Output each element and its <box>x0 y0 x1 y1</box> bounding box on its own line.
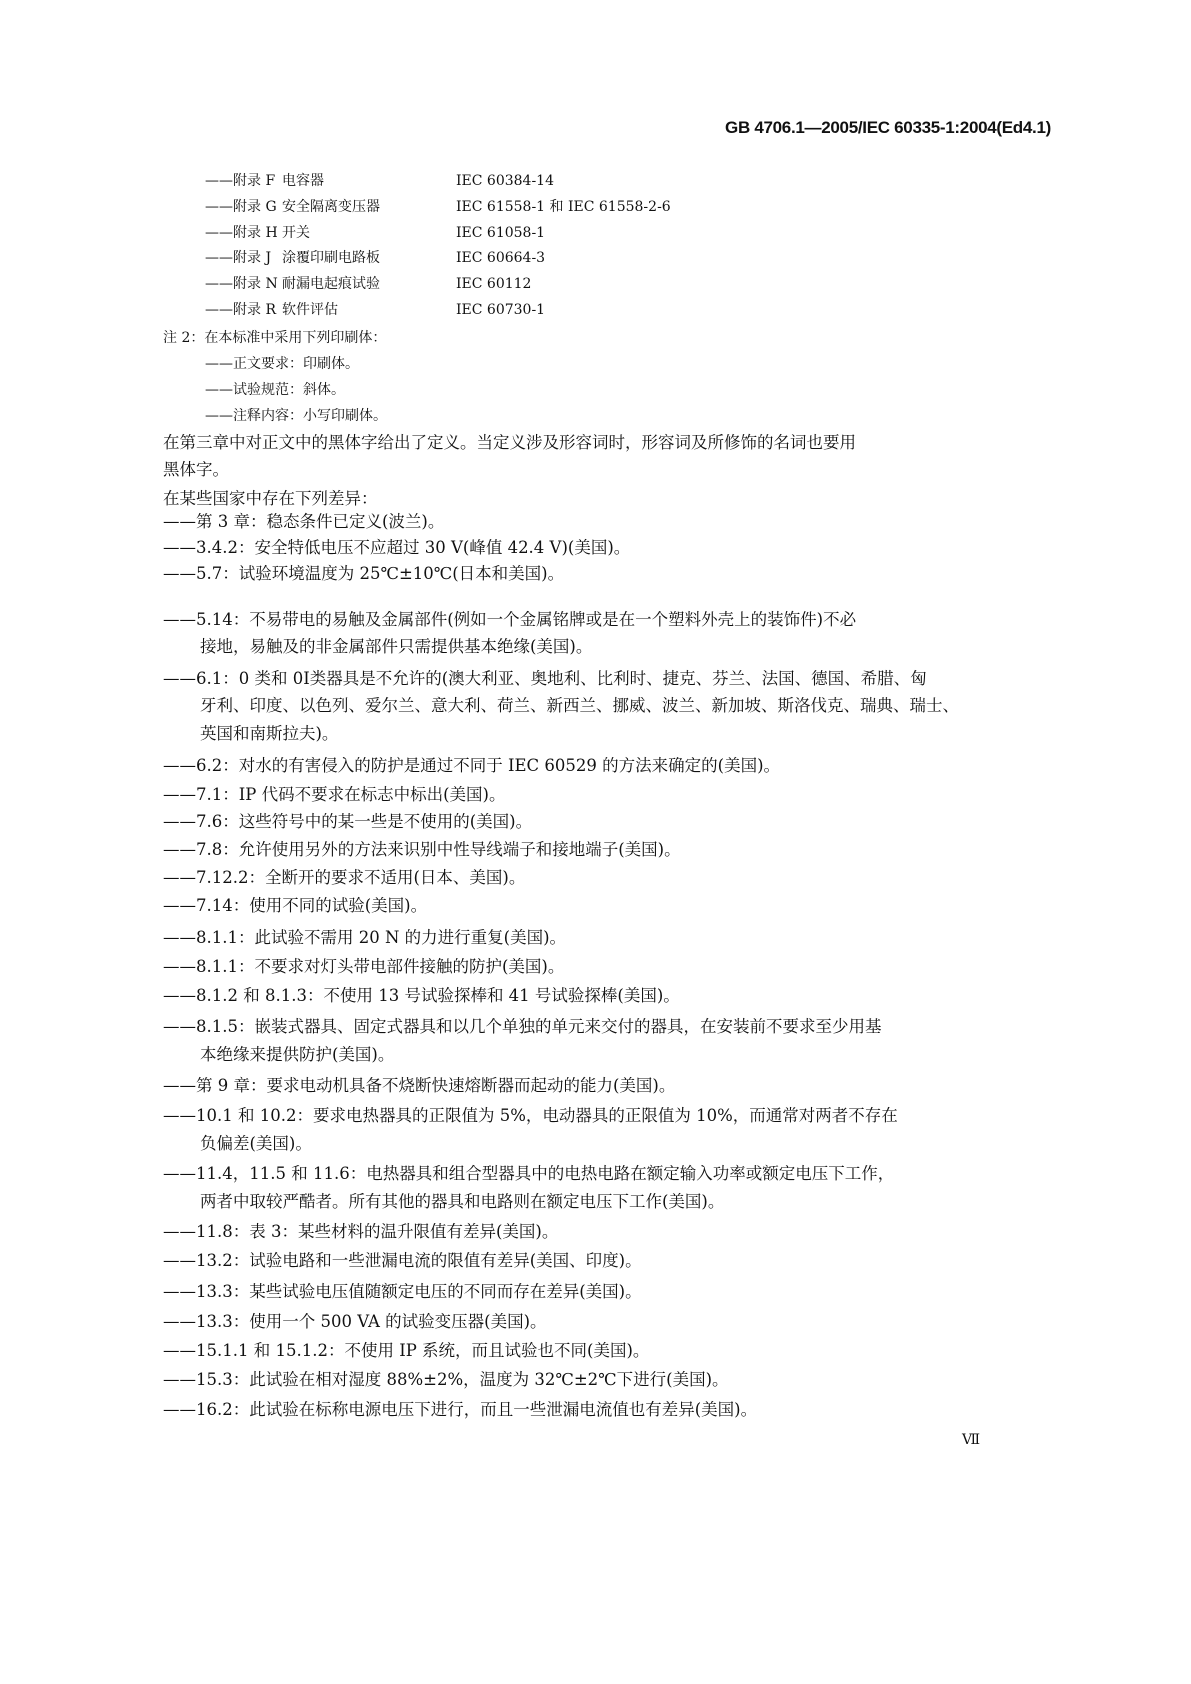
paragraph-line: 在第三章中对正文中的黑体字给出了定义。当定义涉及形容词时，形容词及所修饰的名词也要用 <box>163 433 856 452</box>
difference-item: ——15.1.1 和 15.1.2：不使用 IP 系统，而且试验也不同(美国)。 <box>163 1341 650 1360</box>
document-header: GB 4706.1—2005/IEC 60335-1:2004(Ed4.1) <box>725 118 1051 137</box>
difference-item: ——5.7：试验环境温度为 25℃±10℃(日本和美国)。 <box>163 564 565 583</box>
note-item: ——试验规范：斜体。 <box>205 382 345 398</box>
appendix-name: 耐漏电起痕试验 <box>282 276 380 292</box>
difference-item: ——5.14：不易带电的易触及金属部件(例如一个金属铭牌或是在一个塑料外壳上的装饰件)不必 <box>163 610 857 629</box>
difference-item: ——13.3：某些试验电压值随额定电压的不同而存在差异(美国)。 <box>163 1282 642 1301</box>
appendix-label: ——附录 J <box>205 250 272 266</box>
difference-item: ——3.4.2：安全特低电压不应超过 30 V(峰值 42.4 V)(美国)。 <box>163 538 631 557</box>
appendix-label: ——附录 G <box>205 199 277 215</box>
appendix-name: 电容器 <box>282 173 324 189</box>
difference-item: ——8.1.5：嵌装式器具、固定式器具和以几个单独的单元来交付的器具，在安装前不要求至少用基 <box>163 1017 882 1036</box>
appendix-name: 开关 <box>282 225 310 241</box>
page-number: Ⅶ <box>962 1432 981 1448</box>
difference-item: ——8.1.1：此试验不需用 20 N 的力进行重复(美国)。 <box>163 928 567 947</box>
appendix-reference: IEC 61058-1 <box>456 225 546 241</box>
appendix-name: 软件评估 <box>282 302 338 318</box>
appendix-reference: IEC 61558-1 和 IEC 61558-2-6 <box>456 199 671 215</box>
difference-item: ——7.6：这些符号中的某一些是不使用的(美国)。 <box>163 812 533 831</box>
difference-item: ——7.1：IP 代码不要求在标志中标出(美国)。 <box>163 785 506 804</box>
difference-item: ——8.1.1：不要求对灯头带电部件接触的防护(美国)。 <box>163 957 565 976</box>
difference-item: ——11.4，11.5 和 11.6：电热器具和组合型器具中的电热电路在额定输入功率或额定电压下工作， <box>163 1164 895 1183</box>
paragraph-line: 黑体字。 <box>163 460 229 479</box>
difference-item: ——10.1 和 10.2：要求电热器具的正限值为 5%，电动器具的正限值为 10%，而通常对两者不存在 <box>163 1106 898 1125</box>
appendix-name: 安全隔离变压器 <box>282 199 380 215</box>
difference-item: ——6.2：对水的有害侵入的防护是通过不同于 IEC 60529 的方法来确定的(美国)。 <box>163 756 781 775</box>
appendix-label: ——附录 R <box>205 302 276 318</box>
difference-item: ——7.12.2：全断开的要求不适用(日本、美国)。 <box>163 868 526 887</box>
difference-item: ——16.2：此试验在标称电源电压下进行，而且一些泄漏电流值也有差异(美国)。 <box>163 1400 758 1419</box>
difference-item: ——13.2：试验电路和一些泄漏电流的限值有差异(美国、印度)。 <box>163 1251 642 1270</box>
difference-item: ——7.8：允许使用另外的方法来识别中性导线端子和接地端子(美国)。 <box>163 840 681 859</box>
difference-item: 两者中取较严酷者。所有其他的器具和电路则在额定电压下工作(美国)。 <box>200 1192 725 1211</box>
appendix-name: 涂覆印刷电路板 <box>282 250 380 266</box>
difference-item: ——13.3：使用一个 500 VA 的试验变压器(美国)。 <box>163 1312 547 1331</box>
paragraph-line: 在某些国家中存在下列差异： <box>163 489 378 508</box>
note-item: ——注释内容：小写印刷体。 <box>205 408 387 424</box>
appendix-reference: IEC 60112 <box>456 276 532 292</box>
difference-item: ——8.1.2 和 8.1.3：不使用 13 号试验探棒和 41 号试验探棒(美国)。 <box>163 986 680 1005</box>
appendix-reference: IEC 60664-3 <box>456 250 546 266</box>
appendix-reference: IEC 60384-14 <box>456 173 554 189</box>
difference-item: ——6.1：0 类和 0Ⅰ类器具是不允许的(澳大利亚、奥地利、比利时、捷克、芬兰、法国、德国、希腊、匈 <box>163 669 927 688</box>
appendix-label: ——附录 H <box>205 225 278 241</box>
difference-item: 英国和南斯拉夫)。 <box>200 724 339 743</box>
difference-item: ——11.8：表 3：某些材料的温升限值有差异(美国)。 <box>163 1222 559 1241</box>
difference-item: ——第 9 章：要求电动机具备不烧断快速熔断器而起动的能力(美国)。 <box>163 1076 676 1095</box>
appendix-label: ——附录 F <box>205 173 276 189</box>
note-title: 注 2：在本标准中采用下列印刷体： <box>163 330 387 346</box>
appendix-reference: IEC 60730-1 <box>456 302 546 318</box>
difference-item: 本绝缘来提供防护(美国)。 <box>200 1045 395 1064</box>
difference-item: ——7.14：使用不同的试验(美国)。 <box>163 896 428 915</box>
difference-item: ——15.3：此试验在相对湿度 88%±2%，温度为 32℃±2℃下进行(美国)。 <box>163 1370 729 1389</box>
difference-item: ——第 3 章：稳态条件已定义(波兰)。 <box>163 512 445 531</box>
note-item: ——正文要求：印刷体。 <box>205 356 359 372</box>
difference-item: 接地，易触及的非金属部件只需提供基本绝缘(美国)。 <box>200 637 593 656</box>
difference-item: 负偏差(美国)。 <box>200 1134 312 1153</box>
difference-item: 牙利、印度、以色列、爱尔兰、意大利、荷兰、新西兰、挪威、波兰、新加坡、斯洛伐克、瑞典、瑞士、 <box>200 696 959 715</box>
appendix-label: ——附录 N <box>205 276 278 292</box>
